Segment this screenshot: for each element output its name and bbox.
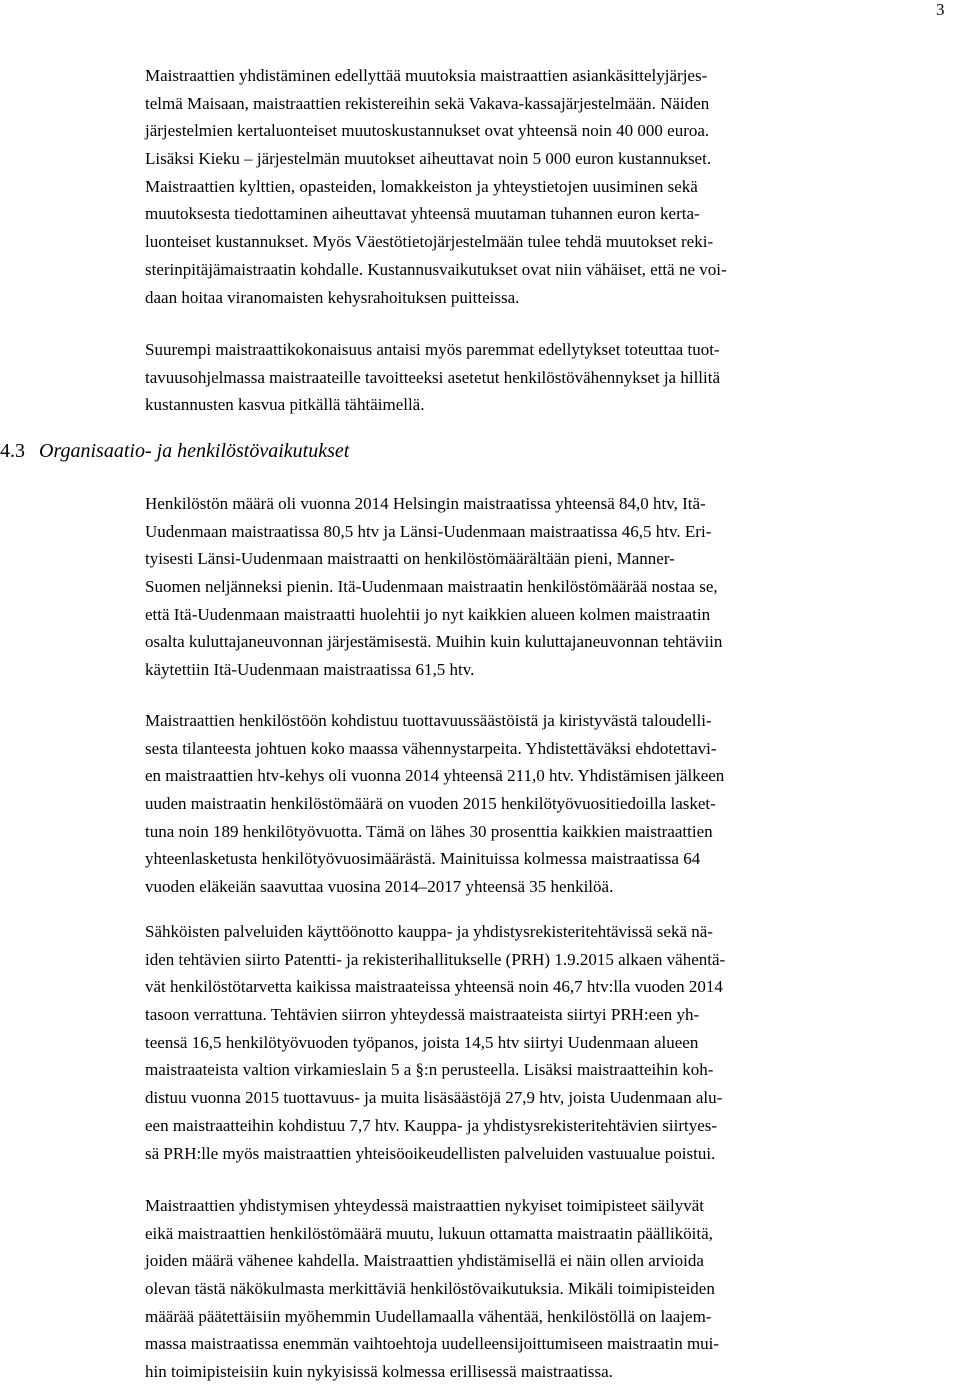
text-line: uuden maistraatin henkilöstömäärä on vuoden 2015 henkilötyövuositiedoilla lasket- <box>145 794 716 814</box>
text-line: käytettiin Itä-Uudenmaan maistraatissa 61,5 htv. <box>145 660 475 680</box>
text-line: eikä maistraattien henkilöstömäärä muutu, lukuun ottamatta maistraatin päälliköitä, <box>145 1223 713 1243</box>
text-line: sterinpitäjämaistraatin kohdalle. Kustannusvaikutukset ovat niin vähäiset, että ne voi- <box>145 259 727 279</box>
text-line: Maistraattien yhdistäminen edellyttää muutoksia maistraattien asiankäsittelyjärjes- <box>145 66 708 85</box>
text-line: maistraateista valtion virkamieslain 5 a §:n perusteella. Lisäksi maistraatteihin koh- <box>145 1060 714 1080</box>
section-number: 4.3 <box>0 440 25 462</box>
text-line: muutoksesta tiedottaminen aiheuttavat yhteensä muutaman tuhannen euron kerta- <box>145 204 700 224</box>
section-heading <box>0 438 349 464</box>
text-line: tyisesti Länsi-Uudenmaan maistraatti on henkilöstömäärältään pieni, Manner- <box>145 549 675 569</box>
paragraph-productivity <box>145 336 957 419</box>
text-line: vät henkilöstötarvetta kaikissa maistraateissa yhteensä noin 46,7 htv:lla vuoden 2014 <box>145 977 723 997</box>
text-line: järjestelmien kertaluonteiset muutoskustannukset ovat yhteensä noin 40 000 euroa. <box>145 121 710 141</box>
text-line: Suurempi maistraattikokonaisuus antaisi myös paremmat edellytykset toteuttaa tuot- <box>145 340 720 359</box>
text-line: distuu vuonna 2015 tuottavuus- ja muita lisäsäästöjä 27,9 htv, joista Uudenmaan alu- <box>145 1088 723 1108</box>
text-line: luonteiset kustannukset. Myös Väestötietojärjestelmään tulee tehdä muutokset reki- <box>145 232 714 252</box>
text-line: hin toimipisteisiin kuin nykyisissä kolmessa erillisessä maistraatissa. <box>145 1362 613 1382</box>
paragraph-staff-reductions <box>145 707 957 901</box>
text-line: vuoden eläkeiän saavuttaa vuosina 2014–2017 yhteensä 35 henkilöä. <box>145 877 614 897</box>
text-line: en maistraattien htv-kehys oli vuonna 2014 yhteensä 211,0 htv. Yhdistämisen jälkeen <box>145 766 725 786</box>
text-line: Maistraattien yhdistymisen yhteydessä maistraattien nykyiset toimipisteet säilyvät <box>145 1196 704 1215</box>
text-line: kustannusten kasvua pitkällä tähtäimellä. <box>145 395 425 415</box>
text-line: massa maistraatissa enemmän vaihtoehtoja uudelleensijoittumiseen maistraatin mui- <box>145 1334 720 1354</box>
text-line: daan hoitaa viranomaisten kehysrahoituksen puitteissa. <box>145 287 520 307</box>
text-line: Henkilöstön määrä oli vuonna 2014 Helsingin maistraatissa yhteensä 84,0 htv, Itä- <box>145 494 706 513</box>
text-line: tasoon verrattuna. Tehtävien siirron yhteydessä maistraateista siirtyi PRH:een yh- <box>145 1005 700 1025</box>
paragraph-offices <box>145 1192 957 1386</box>
text-line: että Itä-Uudenmaan maistraatti huolehtii jo nyt kaikkien alueen kolmen maistraatin <box>145 604 711 624</box>
text-line: osalta kuluttajaneuvonnan järjestämisestä. Muihin kuin kuluttajaneuvonnan tehtäviin <box>145 632 723 652</box>
text-line: Lisäksi Kieku – järjestelmän muutokset aiheuttavat noin 5 000 euron kustannukset. <box>145 149 712 169</box>
text-line: telmä Maisaan, maistraattien rekistereihin sekä Vakava-kassajärjestelmään. Näiden <box>145 93 710 113</box>
paragraph-electronic-services <box>145 918 957 1167</box>
text-line: sesta tilanteesta johtuen koko maassa vähennystarpeita. Yhdistettäväksi ehdotettavi- <box>145 738 717 758</box>
text-line: een maistraatteihin kohdistuu 7,7 htv. Kauppa- ja yhdistysrekisteritehtävien siirtyes- <box>145 1115 718 1135</box>
text-line: tavuusohjelmassa maistraateille tavoitteeksi asetetut henkilöstövähennykset ja hillitä <box>145 367 721 387</box>
text-line: Maistraattien kylttien, opasteiden, lomakkeiston ja yhteystietojen uusiminen sekä <box>145 176 698 196</box>
text-line: teensä 16,5 henkilötyövuoden työpanos, joista 14,5 htv siirtyi Uudenmaan alueen <box>145 1032 699 1052</box>
text-line: sä PRH:lle myös maistraattien yhteisöoikeudellisten palveluiden vastuualue poistui. <box>145 1143 716 1163</box>
section-title: Organisaatio- ja henkilöstövaikutukset <box>39 440 350 462</box>
paragraph-cost-impacts <box>145 62 957 311</box>
text-line: Maistraattien henkilöstöön kohdistuu tuottavuussäästöistä ja kiristyvästä taloudelli- <box>145 711 712 730</box>
text-line: Sähköisten palveluiden käyttöönotto kauppa- ja yhdistysrekisteritehtävissä sekä nä- <box>145 922 713 941</box>
text-line: Uudenmaan maistraatissa 80,5 htv ja Länsi-Uudenmaan maistraatissa 46,5 htv. Eri- <box>145 521 712 541</box>
text-line: iden tehtävien siirto Patentti- ja rekisterihallitukselle (PRH) 1.9.2015 alkaen vähentä- <box>145 949 726 969</box>
text-line: joiden määrä vähenee kahdella. Maistraattien yhdistämisellä ei näin ollen arvioida <box>145 1251 704 1271</box>
text-line: tuna noin 189 henkilötyövuotta. Tämä on lähes 30 prosenttia kaikkien maistraattien <box>145 821 713 841</box>
text-line: määrää päätettäisiin myöhemmin Uudellamaalla vähentää, henkilöstöllä on laajem- <box>145 1306 712 1326</box>
text-line: Suomen neljänneksi pienin. Itä-Uudenmaan maistraatin henkilöstömäärää nostaa se, <box>145 577 718 597</box>
text-line: yhteenlasketusta henkilötyövuosimäärästä. Mainituissa kolmessa maistraatissa 64 <box>145 849 701 869</box>
paragraph-staff-counts <box>145 490 957 684</box>
page-number: 3 <box>936 0 945 19</box>
text-line: olevan tästä näkökulmasta merkittäviä henkilöstövaikutuksia. Mikäli toimipisteiden <box>145 1279 715 1299</box>
